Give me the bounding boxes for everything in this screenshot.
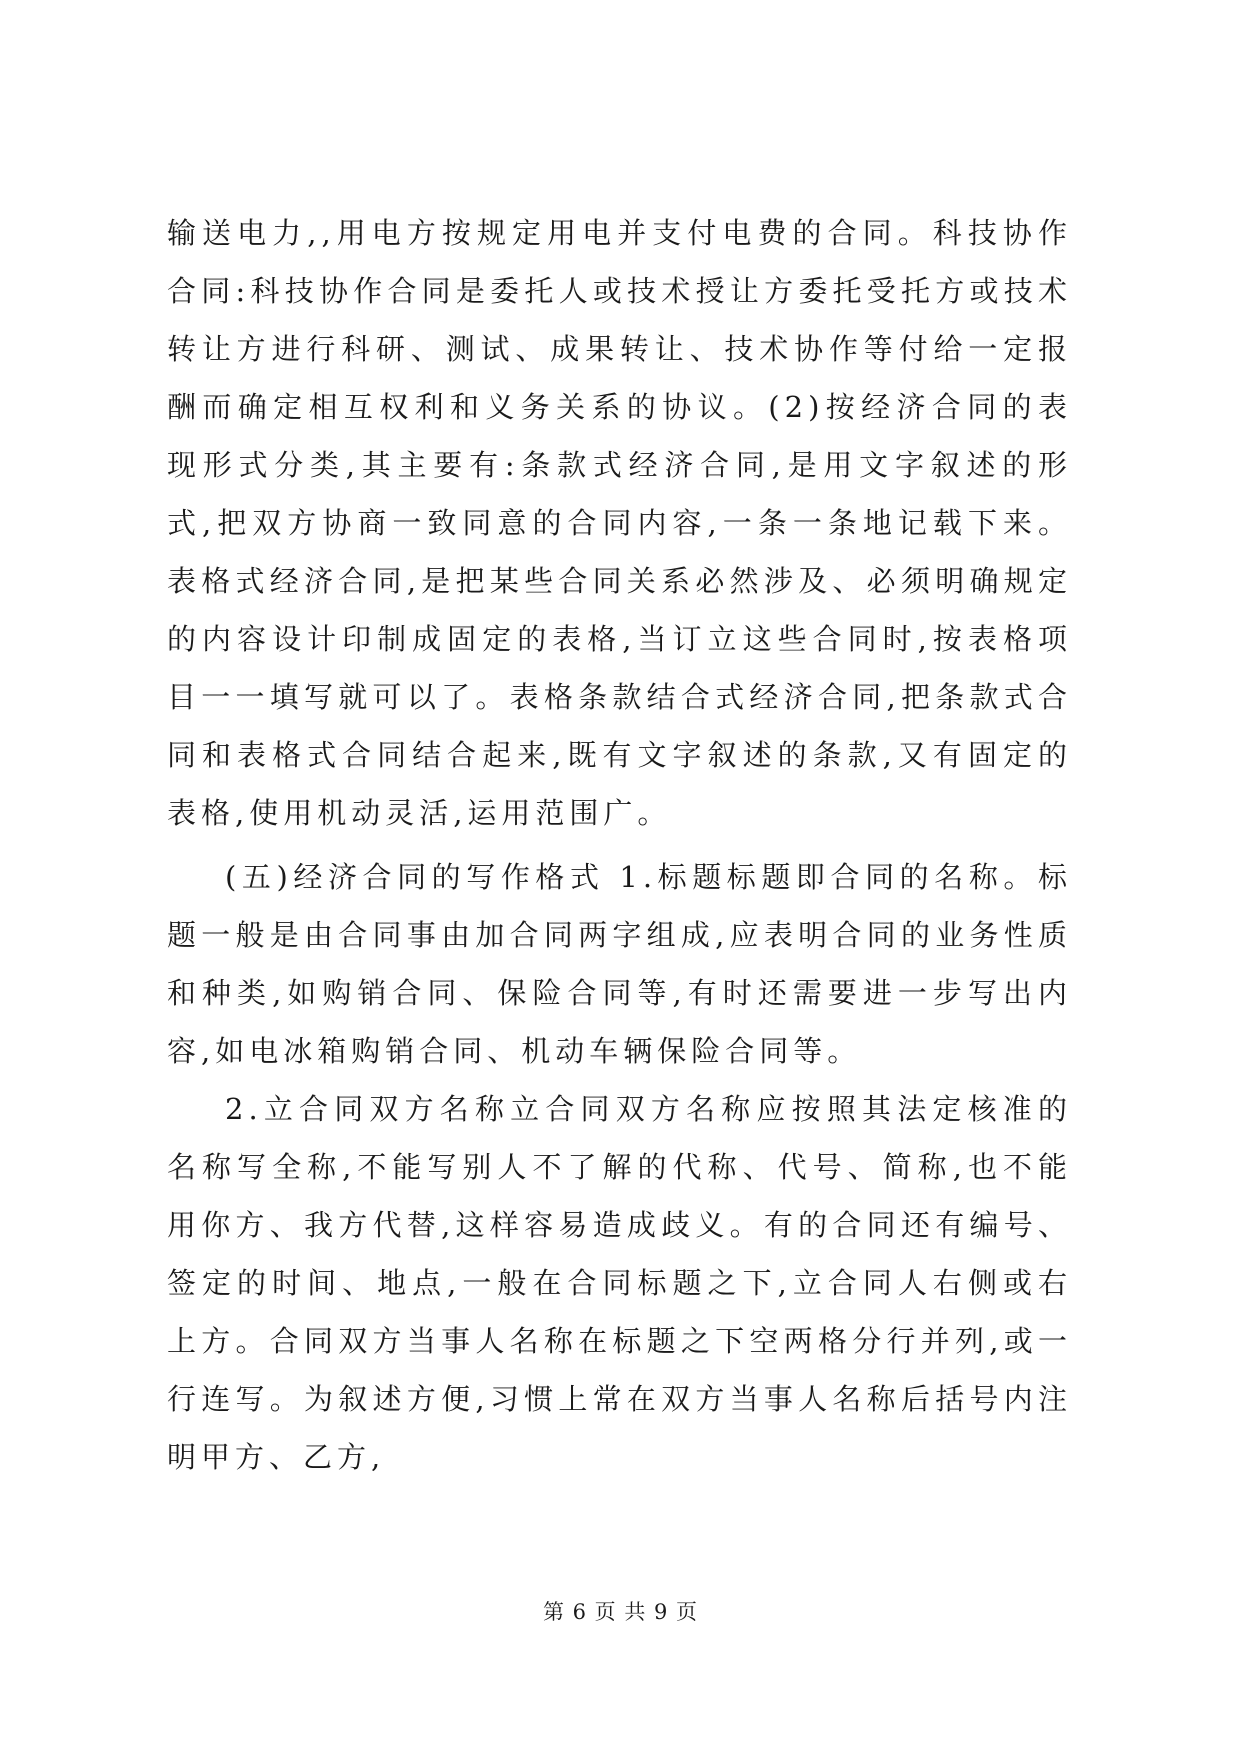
paragraph-party-names: 2.立合同双方名称立合同双方名称应按照其法定核准的名称写全称,不能写别人不了解的代称、代号、简称,也不能用你方、我方代替,这样容易造成歧义。有的合同还有编号、签定的时间、地点,一般在合同标题之下,立合同人右侧或右上方。合同双方当事人名称在标题之下空两格分行并列,或一行连写。为叙述方便,习惯上常在双方当事人名称后括号内注明甲方、乙方, xyxy=(167,1092,1072,1474)
page-number-footer: 第 6 页 共 9 页 xyxy=(542,1600,699,1624)
paragraph-contract-types: 输送电力,,用电方按规定用电并支付电费的合同。科技协作合同:科技协作合同是委托人或技术授让方委托受托方或技术转让方进行科研、测试、成果转让、技术协作等付给一定报酬而确定相互权利和义务关系的协议。(2)按经济合同的表现形式分类,其主要有:条款式经济合同,是用文字叙述的形式,把双方协商一致同意的合同内容,一条一条地记载下来。表格式经济合同,是把某些合同关系必然涉及、必须明确规定的内容设计印制成固定的表格,当订立这些合同时,按表格项目一一填写就可以了。表格条款结合式经济合同,把条款式合同和表格式合同结合起来,既有文字叙述的条款,又有固定的表格,使用机动灵活,运用范围广。 xyxy=(167,216,1072,830)
paragraph-writing-format-title: (五)经济合同的写作格式 1.标题标题即合同的名称。标题一般是由合同事由加合同两字组成,应表明合同的业务性质和种类,如购销合同、保险合同等,有时还需要进一步写出内容,如电冰箱购销合同、机动车辆保险合同等。 xyxy=(167,860,1072,1068)
document-body xyxy=(167,204,1072,1486)
